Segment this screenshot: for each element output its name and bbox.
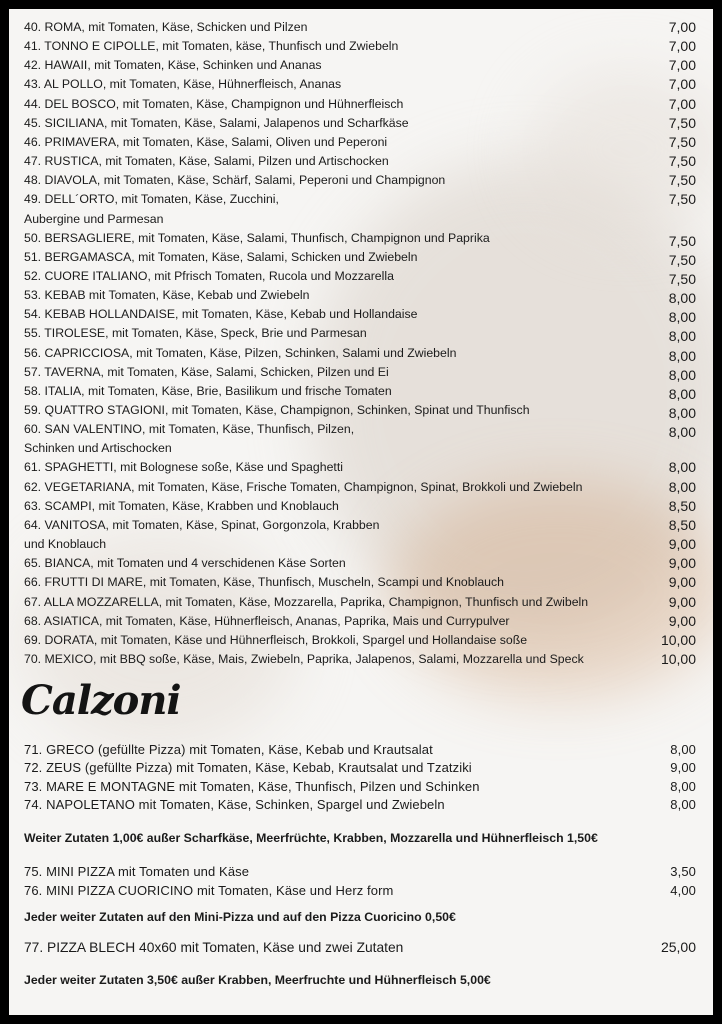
item-description: 47. RUSTICA, mit Tomaten, Käse, Salami, Pilzen und Artischocken <box>24 154 389 169</box>
item-price: 9,00 <box>668 612 696 629</box>
item-description: 40. ROMA, mit Tomaten, Käse, Schicken und Pilzen <box>24 20 308 34</box>
item-price: 8,00 <box>668 478 696 495</box>
item-description: 68. ASIATICA, mit Tomaten, Käse, Hühnerfleisch, Ananas, Paprika, Mais und Currypulver <box>24 613 510 628</box>
item-description: 63. SCAMPI, mit Tomaten, Käse, Krabben und Knoblauch <box>24 498 339 513</box>
item-price: 3,50 <box>670 864 696 879</box>
item-description: 73. MARE E MONTAGNE mit Tomaten, Käse, Thunfisch, Pilzen und Schinken <box>24 778 480 794</box>
item-description: 61. SPAGHETTI, mit Bolognese soße, Käse und Spaghetti <box>24 460 343 475</box>
item-description: 58. ITALIA, mit Tomaten, Käse, Brie, Basilikum und frische Tomaten <box>24 383 392 398</box>
item-price: 8,00 <box>670 778 696 794</box>
item-description: 50. BERSAGLIERE, mit Tomaten, Käse, Salami, Thunfisch, Champignon und Paprika <box>24 230 490 245</box>
item-price: 8,00 <box>668 459 696 476</box>
item-price: 7,00 <box>668 95 696 112</box>
item-description: 42. HAWAII, mit Tomaten, Käse, Schinken und Ananas <box>24 58 322 73</box>
item-description: 53. KEBAB mit Tomaten, Käse, Kebab und Zwiebeln <box>24 288 310 303</box>
item-description: 55. TIROLESE, mit Tomaten, Käse, Speck, Brie und Parmesan <box>24 326 367 341</box>
item-description: 76. MINI PIZZA CUORICINO mit Tomaten, Käse und Herz form <box>24 883 394 898</box>
item-description: 51. BERGAMASCA, mit Tomaten, Käse, Salami, Schicken und Zwiebeln <box>24 249 418 264</box>
item-price: 7,50 <box>668 232 696 249</box>
item-price: 8,00 <box>668 405 696 421</box>
item-description: 72. ZEUS (gefüllte Pizza) mit Tomaten, Käse, Kebab, Krautsalat und Tzatziki <box>24 760 472 776</box>
item-description: 77. PIZZA BLECH 40x60 mit Tomaten, Käse und zwei Zutaten <box>24 940 404 955</box>
item-description: 65. BIANCA, mit Tomaten und 4 verschidenen Käse Sorten <box>24 556 346 571</box>
item-description: 59. QUATTRO STAGIONI, mit Tomaten, Käse, Champignon, Schinken, Spinat und Thunfisch <box>24 403 530 417</box>
item-description: 60. SAN VALENTINO, mit Tomaten, Käse, Thunfisch, Pilzen, <box>24 422 355 437</box>
item-price: 10,00 <box>660 631 696 648</box>
item-price: 9,00 <box>670 760 696 776</box>
item-description: 56. CAPRICCIOSA, mit Tomaten, Käse, Pilzen, Schinken, Salami und Zwiebeln <box>24 345 457 360</box>
item-description: Aubergine und Parmesan <box>24 211 164 226</box>
item-price: 7,50 <box>668 251 696 268</box>
item-description: 71. GRECO (gefüllte Pizza) mit Tomaten, Käse, Kebab und Krautsalat <box>24 742 433 757</box>
item-description: 43. AL POLLO, mit Tomaten, Käse, Hühnerfleisch, Ananas <box>24 77 342 92</box>
item-price: 8,00 <box>670 742 696 757</box>
calzoni-extra-note: Weiter Zutaten 1,00€ außer Scharfkäse, Meerfrüchte, Krabben, Mozzarella und Hühnerfleisch 1,50€ <box>24 831 598 845</box>
item-description: 41. TONNO E CIPOLLE, mit Tomaten, käse, Thunfisch und Zwiebeln <box>24 39 399 54</box>
item-description: 69. DORATA, mit Tomaten, Käse und Hühnerfleisch, Brokkoli, Spargel und Hollandaise soße <box>24 632 528 647</box>
item-price: 7,50 <box>668 191 696 208</box>
item-price: 10,00 <box>660 650 696 667</box>
menu-page <box>9 9 713 1015</box>
item-price: 7,50 <box>668 133 696 150</box>
item-price: 8,00 <box>668 290 696 307</box>
item-price: 8,00 <box>668 309 696 326</box>
item-price: 8,00 <box>668 366 696 383</box>
item-price: 7,50 <box>668 153 696 170</box>
item-price: 8,00 <box>668 347 696 364</box>
item-price: 9,00 <box>668 574 696 591</box>
item-price: 8,00 <box>668 328 696 345</box>
item-price: 4,00 <box>670 883 696 898</box>
item-price: 9,00 <box>668 593 696 610</box>
calzoni-heading: Calzoni <box>21 677 181 724</box>
item-price: 9,00 <box>668 555 696 572</box>
item-price: 7,00 <box>668 76 696 93</box>
item-price: 8,50 <box>668 497 696 514</box>
item-price: 8,00 <box>668 424 696 441</box>
item-description: Schinken und Artischocken <box>24 441 172 456</box>
item-description: 67. ALLA MOZZARELLA, mit Tomaten, Käse, Mozzarella, Paprika, Champignon, Thunfisch und Zwibeln <box>24 594 589 609</box>
item-description: 70. MEXICO, mit BBQ soße, Käse, Mais, Zwiebeln, Paprika, Jalapenos, Salami, Mozzarella und Speck <box>24 651 584 666</box>
item-price: 25,00 <box>660 939 696 955</box>
blech-pizza-note: Jeder weiter Zutaten 3,50€ außer Krabben, Meerfruchte und Hühnerfleisch 5,00€ <box>24 973 491 987</box>
item-description: 44. DEL BOSCO, mit Tomaten, Käse, Champignon und Hühnerfleisch <box>24 96 404 111</box>
mini-pizza-note: Jeder weiter Zutaten auf den Mini-Pizza und auf den Pizza Cuoricino 0,50€ <box>24 910 456 924</box>
menu-content <box>9 9 713 1015</box>
item-price: 8,00 <box>668 385 696 402</box>
item-price: 7,50 <box>668 114 696 131</box>
item-description: 64. VANITOSA, mit Tomaten, Käse, Spinat, Gorgonzola, Krabben <box>24 517 380 532</box>
item-description: 54. KEBAB HOLLANDAISE, mit Tomaten, Käse, Kebab und Hollandaise <box>24 307 418 322</box>
item-description: 57. TAVERNA, mit Tomaten, Käse, Salami, Schicken, Pilzen und Ei <box>24 364 389 379</box>
item-description: 49. DELL´ORTO, mit Tomaten, Käse, Zucchini, <box>24 192 279 207</box>
item-description: 46. PRIMAVERA, mit Tomaten, Käse, Salami, Oliven und Peperoni <box>24 134 388 149</box>
item-description: 75. MINI PIZZA mit Tomaten und Käse <box>24 864 250 879</box>
item-price: 7,00 <box>668 57 696 74</box>
item-description: 74. NAPOLETANO mit Tomaten, Käse, Schinken, Spargel und Zwiebeln <box>24 796 445 812</box>
item-description: und Knoblauch <box>24 537 107 552</box>
item-price: 7,50 <box>668 270 696 287</box>
item-price: 7,50 <box>668 172 696 189</box>
item-description: 66. FRUTTI DI MARE, mit Tomaten, Käse, Thunfisch, Muscheln, Scampi und Knoblauch <box>24 575 505 590</box>
item-price: 9,00 <box>668 536 696 553</box>
item-description: 45. SICILIANA, mit Tomaten, Käse, Salami, Jalapenos und Scharfkäse <box>24 115 409 130</box>
item-description: 48. DIAVOLA, mit Tomaten, Käse, Schärf, Salami, Peperoni und Champignon <box>24 173 446 188</box>
item-price: 7,00 <box>668 38 696 55</box>
item-price: 7,00 <box>668 19 696 35</box>
item-description: 52. CUORE ITALIANO, mit Pfrisch Tomaten, Rucola und Mozzarella <box>24 268 394 283</box>
item-price: 8,50 <box>668 516 696 533</box>
item-description: 62. VEGETARIANA, mit Tomaten, Käse, Frische Tomaten, Champignon, Spinat, Brokkoli und Zwiebeln <box>24 479 583 494</box>
item-price: 8,00 <box>670 796 696 812</box>
